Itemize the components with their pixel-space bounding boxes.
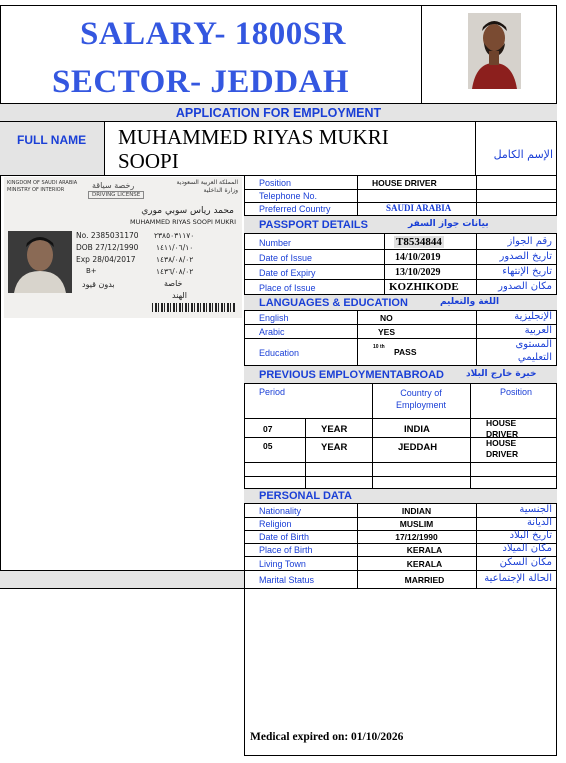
position-label: Position xyxy=(259,178,292,188)
license-restriction-ar: بدون قيود xyxy=(82,280,115,289)
license-type-ar: خاصة xyxy=(164,279,183,288)
license-photo-image xyxy=(8,231,72,293)
passport-number-value: T8534844 xyxy=(396,236,442,248)
country-col-header-line-1: Country of xyxy=(400,388,442,398)
left-grey-strip xyxy=(0,570,244,588)
arabic-value: YES xyxy=(378,327,396,337)
license-blood: B+ xyxy=(86,267,97,275)
applicant-photo-image xyxy=(468,13,521,89)
passport-title: PASSPORT DETAILS xyxy=(259,219,368,231)
license-title-ar: رخصة سياقة xyxy=(92,181,135,190)
marital-status-label: Marital Status xyxy=(259,575,315,585)
employment-row-2-position-line-2: DRIVER xyxy=(486,449,519,459)
passport-expiry-label: Date of Expiry xyxy=(259,268,316,278)
salary-heading: SALARY- 1800SR xyxy=(80,16,346,52)
languages-title: LANGUAGES & EDUCATION xyxy=(259,297,408,309)
license-expiry-ar: ١٤٣٨/٠٨/٠٢ xyxy=(156,255,194,264)
living-town-ar: مكان السكن xyxy=(499,557,552,568)
full-name-label: FULL NAME xyxy=(17,133,87,147)
employment-row-1-period: 07 xyxy=(263,424,273,434)
full-name-line-2: SOOPI xyxy=(118,149,179,173)
license-issue-ar: ١٤٣٦/٠٨/٠٢ xyxy=(156,267,194,276)
nationality-ar: الجنسية xyxy=(519,504,552,515)
employment-title: PREVIOUS EMPLOYMENTABROAD xyxy=(259,369,444,381)
license-barcode xyxy=(152,303,236,312)
arabic-label: Arabic xyxy=(259,327,285,337)
pob-ar: مكان الميلاد xyxy=(502,543,552,554)
dob-value: 17/12/1990 xyxy=(395,532,438,542)
applicant-photo xyxy=(468,13,521,89)
position-col-header: Position xyxy=(500,387,533,397)
full-name-line-1: MUHAMMED RIYAS MUKRI xyxy=(118,125,389,149)
preferred-country-label: Preferred Country xyxy=(259,204,331,214)
passport-place-value: KOZHIKODE xyxy=(389,281,459,293)
passport-title-ar: بيانات جواز السفر xyxy=(408,219,489,229)
passport-issue-label: Date of Issue xyxy=(259,253,313,263)
employment-row-2-position xyxy=(486,438,518,460)
employment-row-2-country: JEDDAH xyxy=(398,442,438,453)
passport-number-ar: رقم الجواز xyxy=(507,236,552,247)
application-banner xyxy=(0,103,557,122)
medical-expiry-note: Medical expired on: 01/10/2026 xyxy=(250,731,404,743)
pob-label: Place of Birth xyxy=(259,545,313,555)
english-label: English xyxy=(259,313,289,323)
country-col-header xyxy=(372,387,470,411)
education-value: PASS xyxy=(394,347,417,357)
education-label: Education xyxy=(259,348,300,358)
employment-row-2-position-line-1: HOUSE xyxy=(486,438,517,448)
personal-title: PERSONAL DATA xyxy=(259,490,352,502)
religion-ar: الديانة xyxy=(526,517,552,528)
personal-header xyxy=(244,488,557,504)
education-ar-2: التعليمي xyxy=(517,352,552,363)
country-col-header-line-2: Employment xyxy=(395,400,447,410)
application-banner-text: APPLICATION FOR EMPLOYMENT xyxy=(175,106,382,120)
license-dob-ar: ١٤١١/٠٦/١٠ xyxy=(156,243,194,252)
passport-place-label: Place of Issue xyxy=(259,283,316,293)
passport-number-label: Number xyxy=(259,238,292,248)
license-ministry-ar: وزارة الداخلية xyxy=(203,187,238,194)
employment-row-1-position-line-1: HOUSE xyxy=(486,418,517,428)
dob-label: Date of Birth xyxy=(259,532,310,542)
pob-value: KERALA xyxy=(406,545,443,555)
dob-ar: تاريخ البلاد xyxy=(509,530,552,541)
employment-row-1-country: INDIA xyxy=(404,424,430,435)
religion-value: MUSLIM xyxy=(399,519,434,529)
living-town-value: KERALA xyxy=(406,559,443,569)
license-name-ar: محمد رياس سوبي موري xyxy=(141,206,234,216)
english-ar: الإنجليزية xyxy=(514,311,552,322)
position-value: HOUSE DRIVER xyxy=(372,178,437,188)
license-expiry: Exp 28/04/2017 xyxy=(76,255,136,264)
license-kingdom: KINGDOM OF SAUDI ARABIA xyxy=(7,180,78,186)
employment-row-2-period: 05 xyxy=(263,441,273,451)
passport-issue-value: 14/10/2019 xyxy=(395,252,441,263)
employment-row-1-position-line-2: DRIVER xyxy=(486,429,519,439)
license-number-ar: ٢٣٨٥٠٣١١٧٠ xyxy=(154,231,195,240)
license-photo xyxy=(8,231,72,293)
arabic-ar: العربية xyxy=(524,325,552,336)
period-col-header: Period xyxy=(259,387,286,397)
full-name-value xyxy=(118,125,389,173)
english-value: NO xyxy=(380,313,393,323)
religion-label: Religion xyxy=(259,519,292,529)
passport-header xyxy=(244,215,557,234)
preferred-country-value: SAUDI ARABIA xyxy=(386,203,452,213)
telephone-label: Telephone No. xyxy=(259,191,318,201)
license-number: No. 2385031170 xyxy=(76,231,139,240)
education-ar-1: المستوى xyxy=(515,339,552,350)
license-kingdom-ar: المملكة العربية السعودية xyxy=(176,179,238,186)
employment-row-1-position xyxy=(486,418,518,440)
passport-issue-ar: تاريخ الصدور xyxy=(499,251,552,262)
languages-header xyxy=(244,294,557,311)
license-title: DRIVING LICENSE xyxy=(88,191,144,199)
nationality-value: INDIAN xyxy=(401,506,432,516)
passport-expiry-value: 13/10/2029 xyxy=(395,267,441,278)
license-country-ar: الهند xyxy=(172,291,187,300)
marital-status-ar: الحالة الإجتماعية xyxy=(484,573,552,584)
living-town-label: Living Town xyxy=(259,559,306,569)
full-name-row xyxy=(0,122,557,176)
driving-license-card xyxy=(4,177,242,318)
nationality-label: Nationality xyxy=(259,506,302,516)
employment-row-2-unit: YEAR xyxy=(321,442,348,453)
marital-status-value: MARRIED xyxy=(404,575,445,585)
license-ministry: MINISTRY OF INTERIOR xyxy=(7,187,65,193)
passport-expiry-ar: تاريخ الإنتهاء xyxy=(502,266,552,277)
full-name-label-cell xyxy=(0,122,105,175)
employment-title-ar: خبرة خارج البلاد xyxy=(466,369,537,379)
sector-heading: SECTOR- JEDDAH xyxy=(52,64,350,100)
license-dob: DOB 27/12/1990 xyxy=(76,243,139,252)
education-grade-sup: 10 th xyxy=(373,344,385,350)
full-name-arabic: الإسم الكامل xyxy=(493,148,553,161)
employment-header xyxy=(244,365,557,384)
passport-place-ar: مكان الصدور xyxy=(498,281,552,292)
languages-title-ar: اللغة والتعليم xyxy=(440,297,500,307)
employment-row-1-unit: YEAR xyxy=(321,424,348,435)
license-name: MUHAMMED RIYAS SOOPI MUKRI xyxy=(130,218,236,226)
